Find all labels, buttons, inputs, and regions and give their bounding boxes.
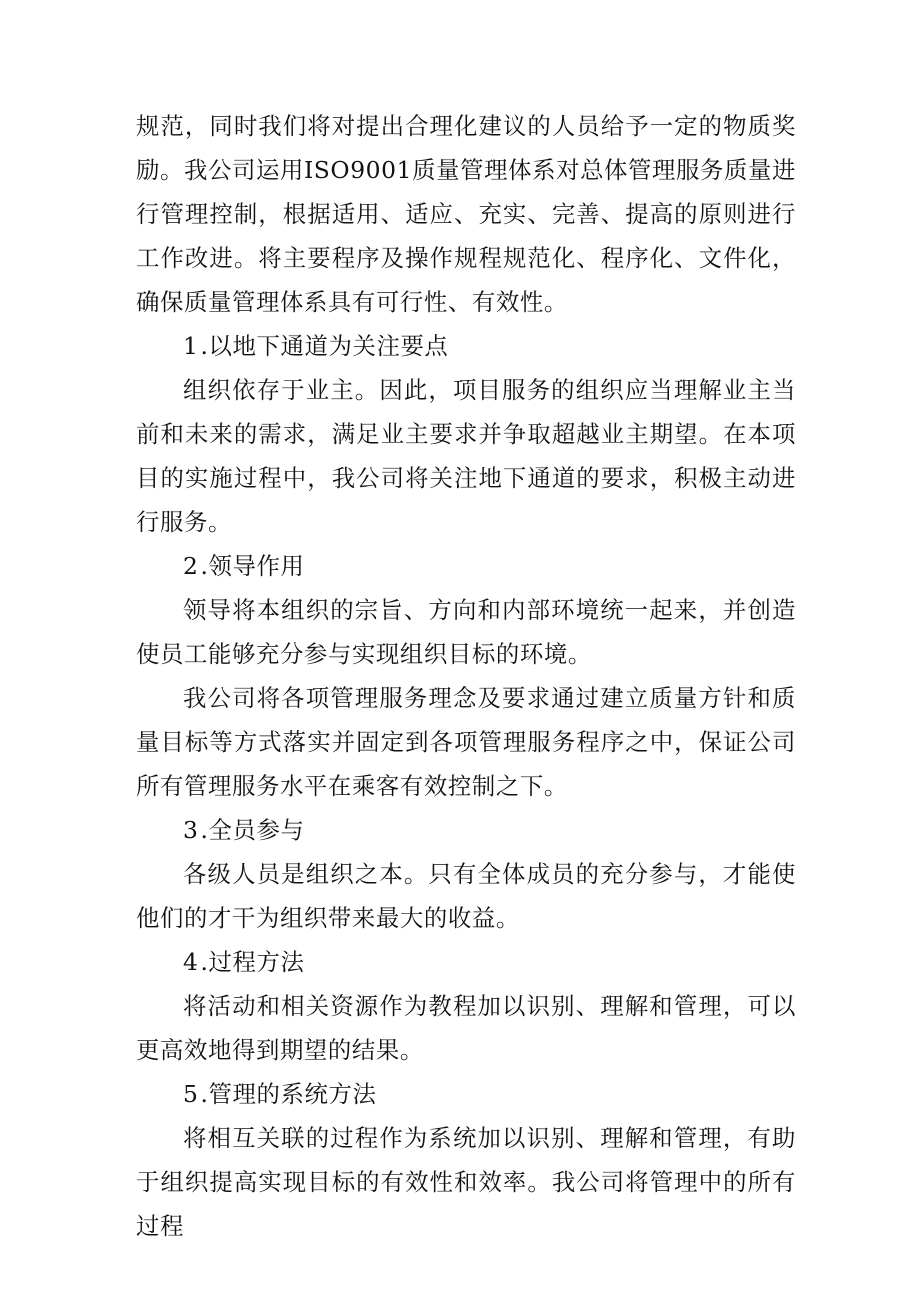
document-page	[136, 104, 796, 1248]
section-number: 5	[183, 1080, 199, 1108]
section-title: .领导作用	[200, 552, 305, 580]
section-number: 4	[183, 948, 199, 976]
section-heading	[136, 1072, 796, 1116]
section-title: .以地下通道为关注要点	[200, 332, 449, 360]
paragraph: 各级人员是组织之本。只有全体成员的充分参与，才能使他们的才干为组织带来最大的收益。	[136, 860, 796, 932]
section-number: 1	[183, 332, 199, 360]
paragraph: 组织依存于业主。因此，项目服务的组织应当理解业主当前和未来的需求，满足业主要求并争取超越业主期望。在本项目的实施过程中，我公司将关注地下通道的要求，积极主动进行服务。	[136, 376, 796, 536]
paragraph: 规范，同时我们将对提出合理化建议的人员给予一定的物质奖励。我公司运用ISO9001质量管理体系对总体管理服务质量进行管理控制，根据适用、适应、充实、完善、提高的原则进行工作改进。将主要程序及操作规程规范化、程序化、文件化，确保质量管理体系具有可行性、有效性。	[136, 112, 796, 316]
section-title: .过程方法	[200, 948, 305, 976]
paragraph: 领导将本组织的宗旨、方向和内部环境统一起来，并创造使员工能够充分参与实现组织目标的环境。	[136, 596, 796, 668]
section-title: .管理的系统方法	[200, 1080, 377, 1108]
paragraph: 我公司将各项管理服务理念及要求通过建立质量方针和质量目标等方式落实并固定到各项管理服务程序之中，保证公司所有管理服务水平在乘客有效控制之下。	[136, 684, 796, 800]
paragraph: 将相互关联的过程作为系统加以识别、理解和管理，有助于组织提高实现目标的有效性和效率。我公司将管理中的所有过程	[136, 1124, 796, 1240]
section-heading	[136, 544, 796, 588]
section-heading	[136, 940, 796, 984]
section-number: 3	[183, 816, 199, 844]
section-heading	[136, 324, 796, 368]
section-number: 2	[183, 552, 199, 580]
section-title: .全员参与	[200, 816, 305, 844]
paragraph: 将活动和相关资源作为教程加以识别、理解和管理，可以更高效地得到期望的结果。	[136, 992, 796, 1064]
section-heading	[136, 808, 796, 852]
